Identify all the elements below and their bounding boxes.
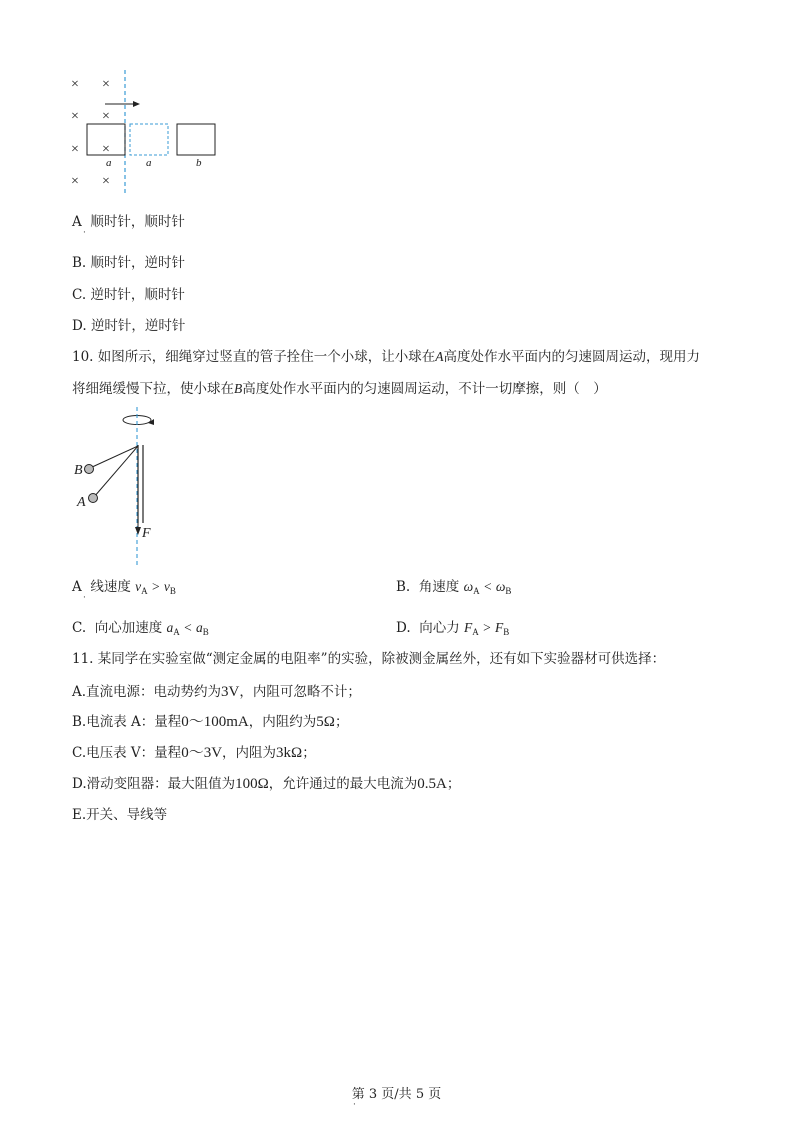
q11-item-c: C.电压表 V：量程0～3V，内阻为3kΩ； xyxy=(72,745,316,761)
option-letter: A xyxy=(72,579,82,595)
q10-option-d: D. 向心力 $F_A > F_B$ xyxy=(396,620,510,637)
option-letter: C. xyxy=(72,620,87,636)
option-letter: D. xyxy=(396,620,411,636)
q11-item-d: D.滑动变阻器：最大阻值为100Ω，允许通过的最大电流为0.5A； xyxy=(72,776,461,792)
q10-figure xyxy=(70,405,180,570)
field-cross: × xyxy=(102,77,110,92)
ball-b xyxy=(85,465,94,474)
ball-a xyxy=(89,494,98,503)
q10-option-b: B. 角速度 $\omega_A < \omega_B$ xyxy=(396,579,512,596)
label-ball-a: A xyxy=(77,495,86,510)
field-cross: × xyxy=(102,109,110,124)
option-text: 逆时针，顺时针 xyxy=(90,287,185,303)
string-to-a xyxy=(94,446,138,497)
q11-stem: 11. 某同学在实验室做“测定金属的电阻率”的实验，除被测金属丝外，还有如下实验器材可供选择： xyxy=(72,651,666,667)
var-a: A xyxy=(435,349,444,364)
q9-option-b xyxy=(72,254,185,272)
arrow-head-icon xyxy=(133,101,140,107)
footer-dot: · xyxy=(353,1100,356,1110)
force-arrow-head-icon xyxy=(135,527,141,535)
q10-option-c: C. 向心加速度 $a_A < a_B$ xyxy=(72,620,209,637)
q11-item-a: A.直流电源：电动势约为3V，内阻可忽略不计； xyxy=(72,684,361,700)
field-cross: × xyxy=(102,142,110,157)
loop-b xyxy=(177,124,215,155)
q9-option-a: A · 顺时针，顺时针 xyxy=(72,214,185,238)
option-letter: B. xyxy=(72,255,87,271)
q9-figure xyxy=(60,68,240,198)
option-text: 顺时针，顺时针 xyxy=(90,214,185,230)
option-letter: C. xyxy=(72,287,87,303)
label-ball-b: B xyxy=(74,463,83,478)
option-text: 逆时针，逆时针 xyxy=(90,318,186,334)
label-a1: a xyxy=(106,157,112,169)
var-b: B xyxy=(234,381,243,396)
string-to-b xyxy=(90,446,138,468)
q10-stem-line1: 10. 如图所示，细绳穿过竖直的管子拴住一个小球，让小球在A高度处作水平面内的匀速圆周运动，现用力 xyxy=(72,349,701,365)
field-cross: × xyxy=(102,174,110,189)
option-letter: D. xyxy=(72,318,87,334)
field-cross: × xyxy=(71,77,79,92)
q9-option-d xyxy=(72,317,185,335)
option-letter: A xyxy=(72,214,82,230)
loop-a-dashed xyxy=(130,124,168,155)
q10-stem-line2: 将细绳缓慢下拉，使小球在B高度处作水平面内的匀速圆周运动，不计一切摩擦，则（ ） xyxy=(72,381,607,397)
q10-option-a: A · 线速度 $v_A > v_B$ xyxy=(72,579,176,603)
option-text: 顺时针，逆时针 xyxy=(90,255,186,271)
q11-item-e: E.开关、导线等 xyxy=(72,807,168,823)
field-cross: × xyxy=(71,174,79,189)
q9-option-c xyxy=(72,286,185,304)
label-b: b xyxy=(196,157,202,169)
page-footer: 第 3 页/共 5 页 xyxy=(351,1087,442,1102)
label-force: F xyxy=(142,526,151,541)
q11-item-b: B.电流表 A：量程0～100mA，内阻约为5Ω； xyxy=(72,714,349,730)
q10-number: 10. xyxy=(72,349,94,365)
field-cross: × xyxy=(71,109,79,124)
option-letter: B. xyxy=(396,579,411,595)
label-a2: a xyxy=(146,157,152,169)
field-cross: × xyxy=(71,142,79,157)
